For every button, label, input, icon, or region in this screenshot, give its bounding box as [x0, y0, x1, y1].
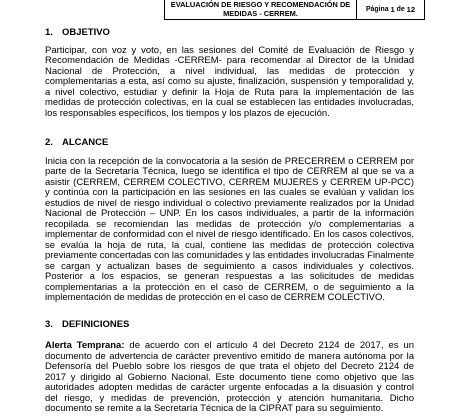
page-separator: de [396, 6, 405, 13]
section-paragraph-alcance: Inicia con la recepción de la convocatoria a la sesión de PRECERREM o CERREM por parte de la Secretaría Técnica, luego se identifica el tipo de CERREM al que se va a asistir (CERREM, CERREM COLECTIVO, CERREM MUJERES y CERREM UP-PCC) y continúa con la participación en las sesiones en las cuales se evalúan y validan los estudios de nivel de riesgo individual o colectivo previamente realizados por la Unidad Nacional de Protección – UNP. En los casos individuales, a partir de la información recopilada se recomiendan las medidas de protección y/o complementarias a implementar de conformidad con el nivel de riesgo identificado. En los casos colectivos, se evalúa la hoja de ruta, la cual, contiene las medidas de protección colectiva previamente concertadas con las comunidades y las entidades involucradas Finalmente se cargan y actualizan bases de seguimiento a casos individuales y colectivos. Posterior a los espacios, se generan respuestas a las solicitudes de medidas complementarias a la protección en el caso de CERREM, o de seguimiento a la implementación de medidas de protección en el caso de CERREM COLECTIVO. [45, 155, 414, 303]
page-total: 12 [406, 5, 416, 14]
document-title-line: EVALUACIÓN DE RIESGO Y RECOMENDACIÓN DE [170, 0, 351, 9]
section-heading-objetivo [45, 28, 110, 39]
document-title [165, 0, 357, 19]
section-paragraph-objetivo: Participar, con voz y voto, en las sesiones del Comité de Evaluación de Riesgo y Recomendación de Medidas -CERREM- para recomendar al Director de la Unidad Nacional de Protección, a nivel individual, las medidas de protección y complementarias a esta, así como su ajuste, finalización, suspensión y temporalidad y, a nivel colectivo, estudiar y definir la Hoja de Ruta para la implementación de las medidas de protección colectivas, en la cual se establecen las entidades involucradas, los responsables específicos, los tiempos y los plazos de ejecución. [45, 44, 414, 119]
document-title-line: MEDIDAS - CERREM. [223, 9, 298, 18]
definition-term: Alerta Temprana: [45, 341, 125, 351]
page-label: Página [365, 6, 389, 13]
section-number: 2. [45, 137, 53, 148]
section-title: ALCANCE [62, 137, 109, 148]
page-number [357, 0, 424, 19]
section-heading-definiciones [45, 320, 129, 331]
document-header [164, 0, 425, 20]
definition-text: de acuerdo con el artículo 4 del Decreto 2124 de 2017, es un documento de advertencia de carácter preventivo emitido de manera autónoma por la Defensoría del Pueblo sobre los riesgos de que trata el objeto del Decreto 2124 de 2017 y dirigido al Gobierno Nacional. Este documento tiene como objetivo que las autoridades adopten medidas de carácter urgente enfocadas a la disuasión y control del riesgo, y medidas de prevención, protección y atención humanitaria. Dicho documento se remite a la Secretaría Técnica de la CIPRAT para su seguimiento. [45, 341, 414, 414]
definition-item [45, 341, 414, 415]
section-heading-alcance [45, 138, 108, 149]
section-title: OBJETIVO [62, 27, 110, 38]
section-title: DEFINICIONES [62, 319, 130, 330]
page-current: 1 [390, 5, 395, 14]
section-number: 3. [45, 319, 53, 330]
section-number: 1. [45, 27, 53, 38]
